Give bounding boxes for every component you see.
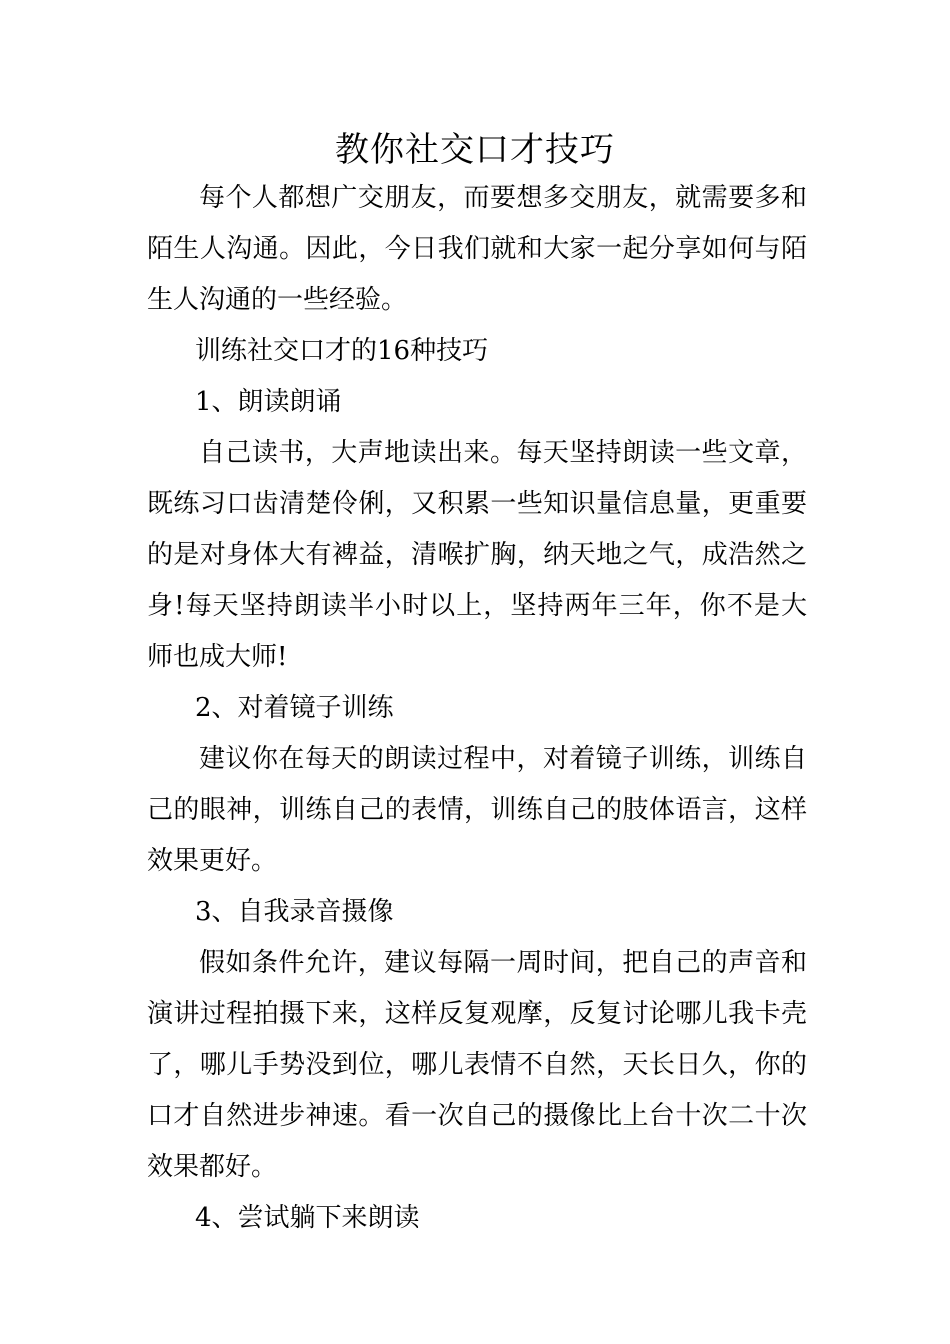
item-heading-1: 1、朗读朗诵 (195, 387, 342, 417)
document-title: 教你社交口才技巧 (335, 130, 615, 170)
document-body (147, 173, 807, 1244)
item-body-3: 假如条件允许，建议每隔一周时间，把自己的声音和演讲过程拍摄下来，这样反复观摩，反复讨论哪儿我卡壳了，哪儿手势没到位，哪儿表情不自然，天长日久，你的口才自然进步神速。看一次自己的摄像比上台十次二十次效果都好。 (147, 948, 807, 1182)
item-body-1: 自己读书，大声地读出来。每天坚持朗读一些文章，既练习口齿清楚伶俐，又积累一些知识量信息量，更重要的是对身体大有裨益，清喉扩胸，纳天地之气，成浩然之身!每天坚持朗读半小时以上，坚持两年三年，你不是大师也成大师! (147, 438, 807, 672)
section-title: 训练社交口才的16种技巧 (195, 336, 489, 366)
item-heading-3: 3、自我录音摄像 (195, 897, 394, 927)
intro-paragraph: 每个人都想广交朋友，而要想多交朋友，就需要多和陌生人沟通。因此，今日我们就和大家一起分享如何与陌生人沟通的一些经验。 (147, 183, 807, 315)
item-heading-4: 4、尝试躺下来朗读 (195, 1203, 420, 1233)
item-body-2: 建议你在每天的朗读过程中，对着镜子训练，训练自己的眼神，训练自己的表情，训练自己的肢体语言，这样效果更好。 (147, 744, 807, 876)
item-heading-2: 2、对着镜子训练 (195, 693, 394, 723)
